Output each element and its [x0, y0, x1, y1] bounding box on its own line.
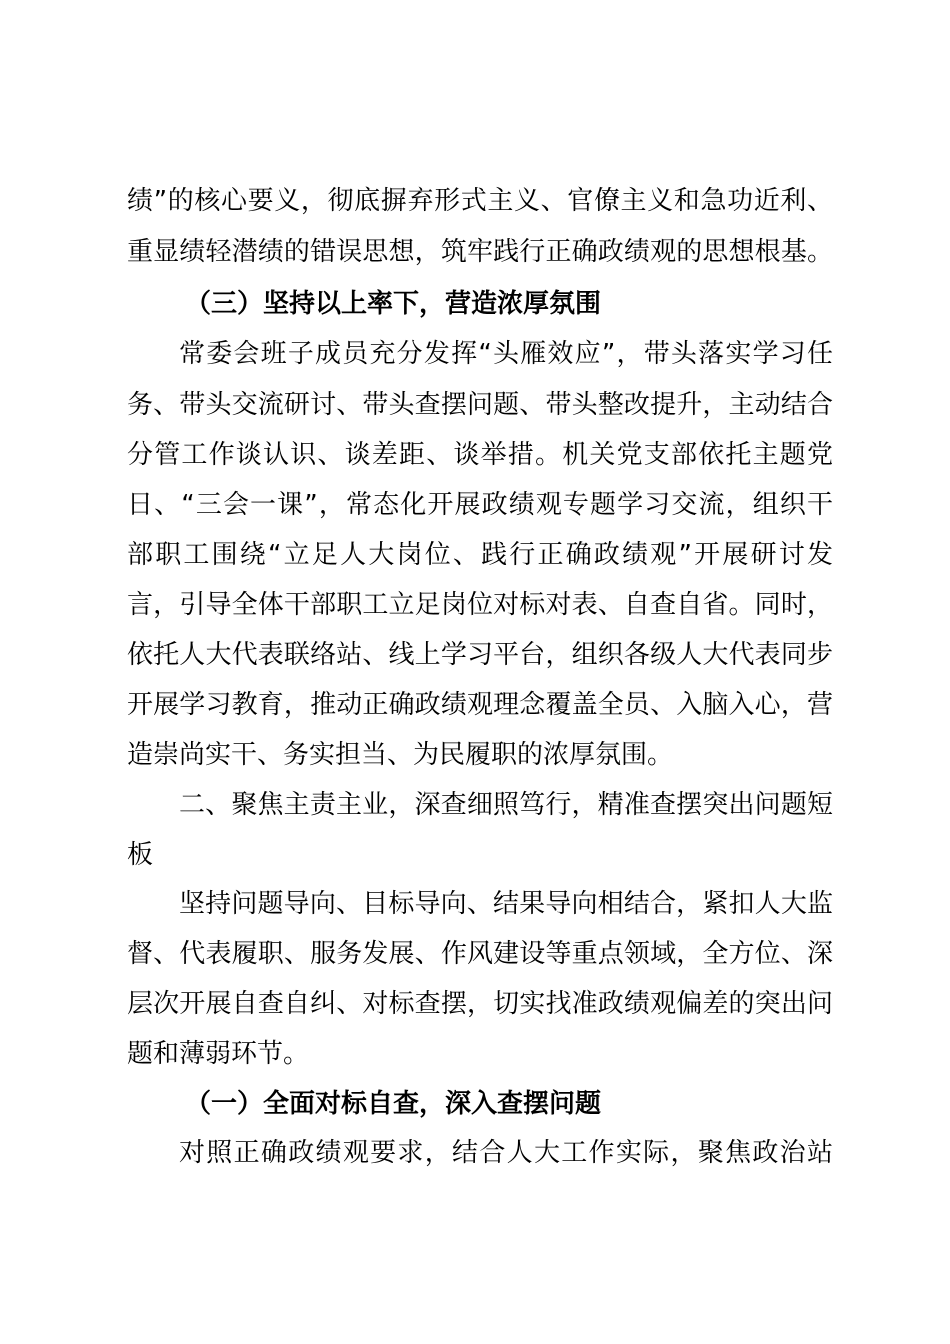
paragraph-line: 层次开展自查自纠、对标查摆，切实找准政绩观偏差的突出问 [127, 989, 833, 1019]
paragraph-line: 对照正确政绩观要求，结合人大工作实际，聚焦政治站 [179, 1138, 833, 1168]
paragraph-line: 言，引导全体干部职工立足岗位对标对表、自查自省。同时， [127, 590, 833, 620]
paragraph-line: 务、带头交流研讨、带头查摆问题、带头整改提升，主动结合 [127, 390, 833, 420]
paragraph-line: 常委会班子成员充分发挥“头雁效应”，带头落实学习任 [179, 339, 833, 369]
paragraph-line: 造崇尚实干、务实担当、为民履职的浓厚氛围。 [127, 740, 674, 770]
paragraph-line: 日、“三会一课”，常态化开展政绩观专题学习交流，组织干 [127, 490, 833, 520]
paragraph-line: 部职工围绕“立足人大岗位、践行正确政绩观”开展研讨发 [127, 540, 833, 570]
paragraph-line: 坚持问题导向、目标导向、结果导向相结合，紧扣人大监 [179, 889, 833, 919]
paragraph-line: 题和薄弱环节。 [127, 1039, 310, 1069]
paragraph-line: 依托人大代表联络站、线上学习平台，组织各级人大代表同步 [127, 640, 833, 670]
paragraph-line: 绩”的核心要义，彻底摒弃形式主义、官僚主义和急功近利、 [127, 186, 833, 216]
section-heading-line: 板 [127, 840, 154, 870]
paragraph-line: 分管工作谈认识、谈差距、谈举措。机关党支部依托主题党 [127, 440, 833, 470]
paragraph-line: 重显绩轻潜绩的错误思想，筑牢践行正确政绩观的思想根基。 [127, 237, 833, 267]
section-heading-line: 二、聚焦主责主业，深查细照笃行，精准查摆突出问题短 [179, 790, 833, 820]
subsection-heading: （一）全面对标自查，深入查摆问题 [185, 1089, 602, 1119]
paragraph-line: 开展学习教育，推动正确政绩观理念覆盖全员、入脑入心，营 [127, 690, 833, 720]
section-heading: （三）坚持以上率下，营造浓厚氛围 [185, 289, 602, 319]
paragraph-line: 督、代表履职、服务发展、作风建设等重点领域，全方位、深 [127, 939, 833, 969]
